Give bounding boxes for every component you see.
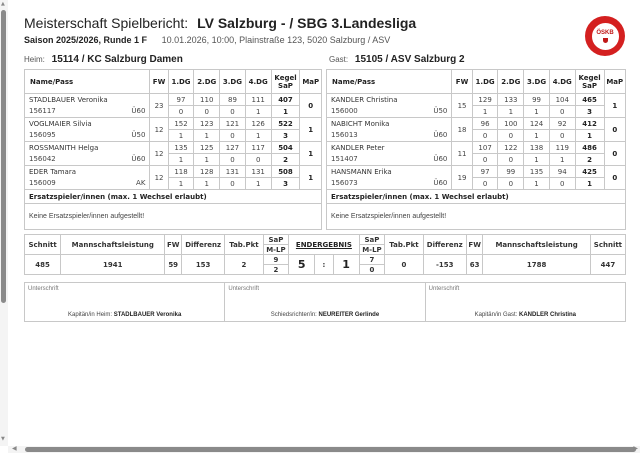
kegel-dg1: 118 [168, 166, 194, 178]
col-dg1: 1.DG [168, 70, 194, 94]
kegel-dg1: 135 [168, 142, 194, 154]
sap-dg4: 0 [549, 130, 575, 142]
table-row [327, 118, 626, 130]
shield-icon [603, 38, 608, 43]
kegel-dg3: 131 [220, 166, 246, 178]
player-name: STADLBAUER Veronika [25, 94, 150, 106]
guest-tabpkt: 0 [385, 255, 423, 275]
col-name-pass: Name/Pass [327, 70, 452, 94]
player-name: VOGLMAIER Silvia [25, 118, 150, 130]
sap-dg3: 0 [220, 154, 246, 166]
table-row [327, 178, 626, 190]
player-pass: 156000 Ü50 [327, 106, 452, 118]
league-name: LV Salzburg - / SBG 3.Landesliga [197, 15, 417, 31]
signer-name: STADLBAUER Veronika [113, 312, 182, 318]
guest-substitutes [326, 189, 626, 230]
player-fw: 15 [452, 94, 472, 118]
sap-dg2: 1 [194, 154, 220, 166]
signature-home-captain: Unterschrift Kapitän/in Heim: STADLBAUER Veronika [25, 283, 225, 321]
match-info [24, 35, 390, 45]
sap-dg1: 1 [168, 178, 194, 190]
kegel-dg2: 128 [194, 166, 220, 178]
title-lead: Meisterschaft Spielbericht: [24, 15, 189, 31]
signature-guest-captain: Unterschrift Kapitän/in Gast: KANDLER Christina [428, 286, 577, 318]
kegel-dg1: 97 [168, 94, 194, 106]
player-class: Ü50 [131, 131, 146, 140]
player-class: Ü60 [131, 155, 146, 164]
table-row [25, 94, 322, 106]
hdr-sap: SaP [359, 235, 385, 245]
sap-total: 3 [575, 106, 604, 118]
sap-dg1: 1 [472, 106, 498, 118]
kegel-total: 522 [271, 118, 300, 130]
kegel-dg3: 124 [524, 118, 550, 130]
kegel-total: 486 [575, 142, 604, 154]
kegel-dg2: 122 [498, 142, 524, 154]
home-label: Heim: [24, 55, 45, 64]
player-map: 1 [300, 142, 322, 166]
guest-score: 1 [333, 255, 359, 275]
scroll-left-arrow-icon[interactable]: ◀ [12, 445, 17, 452]
table-row [327, 106, 626, 118]
home-mlp: 2 [263, 265, 289, 275]
hdr-endergebnis: ENDERGEBNIS [289, 235, 359, 255]
sap-dg2: 1 [194, 178, 220, 190]
player-name: KANDLER Christina [327, 94, 452, 106]
kegel-dg4: 126 [245, 118, 271, 130]
sap-dg2: 0 [498, 130, 524, 142]
vertical-scroll-thumb[interactable] [1, 10, 6, 303]
col-map: MaP [604, 70, 625, 94]
sap-dg2: 1 [194, 130, 220, 142]
col-dg4: 4.DG [549, 70, 575, 94]
col-fw: FW [150, 70, 168, 94]
scroll-right-arrow-icon[interactable]: ▶ [633, 445, 638, 452]
sap-dg4: 1 [245, 106, 271, 118]
table-row [25, 142, 322, 154]
summary-values-row [25, 255, 626, 265]
table-row [25, 166, 322, 178]
player-name: HANSMANN Erika [327, 166, 452, 178]
table-row [25, 106, 322, 118]
summary-header-row [25, 235, 626, 245]
player-name: ROSSMANITH Helga [25, 142, 150, 154]
hdr-differenz: Differenz [423, 235, 466, 255]
player-class: AK [136, 179, 146, 188]
player-class: Ü50 [433, 107, 448, 116]
kegel-dg3: 138 [524, 142, 550, 154]
col-name-pass: Name/Pass [25, 70, 150, 94]
guest-players-table [326, 69, 626, 190]
sap-total: 3 [271, 130, 300, 142]
guest-mannschaft: 1788 [483, 255, 590, 275]
player-fw: 12 [150, 118, 168, 142]
col-kegel-sap: Kegel SaP [575, 70, 604, 94]
player-map: 0 [604, 166, 625, 190]
sap-total: 1 [575, 130, 604, 142]
sap-dg3: 0 [220, 178, 246, 190]
hdr-schnitt: Schnitt [25, 235, 61, 255]
player-pass: 156095 Ü50 [25, 130, 150, 142]
subs-header: Ersatzspieler/innen (max. 1 Wechsel erlaubt) [327, 190, 625, 204]
col-dg2: 2.DG [194, 70, 220, 94]
hdr-tabpkt: Tab.Pkt [385, 235, 423, 255]
kegel-total: 407 [271, 94, 300, 106]
table-row [327, 142, 626, 154]
sap-dg1: 1 [168, 154, 194, 166]
table-row [25, 154, 322, 166]
sap-total: 3 [271, 178, 300, 190]
guest-mlp: 0 [359, 265, 385, 275]
col-dg4: 4.DG [245, 70, 271, 94]
sap-dg3: 1 [524, 106, 550, 118]
signer-name: NEUREITER Gerlinde [318, 312, 380, 318]
page-title [24, 15, 416, 31]
guest-team-name: 15105 / ASV Salzburg 2 [354, 54, 465, 65]
home-substitutes [24, 189, 322, 230]
table-header-row [327, 70, 626, 94]
player-pass: 156013 Ü60 [327, 130, 452, 142]
kegel-dg2: 133 [498, 94, 524, 106]
signature-label: Unterschrift [28, 286, 59, 292]
kegel-dg2: 123 [194, 118, 220, 130]
kegel-dg2: 125 [194, 142, 220, 154]
match-details: 10.01.2026, 10:00, Plainstraße 123, 5020 Salzburg / ASV [161, 35, 391, 45]
sap-dg3: 1 [524, 130, 550, 142]
hdr-fw: FW [466, 235, 483, 255]
guest-label: Gast: [329, 55, 349, 64]
table-row [25, 178, 322, 190]
horizontal-scrollbar[interactable] [8, 446, 640, 453]
col-fw: FW [452, 70, 472, 94]
col-dg3: 3.DG [220, 70, 246, 94]
season-round: Saison 2025/2026, Runde 1 F [24, 35, 148, 45]
guest-sap: 7 [359, 255, 385, 265]
col-dg2: 2.DG [498, 70, 524, 94]
table-row [327, 166, 626, 178]
kegel-total: 508 [271, 166, 300, 178]
player-map: 0 [604, 142, 625, 166]
home-schnitt: 485 [25, 255, 61, 275]
sap-dg4: 0 [549, 106, 575, 118]
sap-dg4: 1 [245, 178, 271, 190]
kegel-dg4: 94 [549, 166, 575, 178]
guest-schnitt: 447 [590, 255, 625, 275]
kegel-dg3: 121 [220, 118, 246, 130]
sap-dg2: 1 [498, 106, 524, 118]
kegel-dg2: 110 [194, 94, 220, 106]
hdr-differenz: Differenz [181, 235, 224, 255]
sap-total: 1 [271, 106, 300, 118]
player-fw: 19 [452, 166, 472, 190]
hdr-tabpkt: Tab.Pkt [225, 235, 263, 255]
player-pass: 151407 Ü60 [327, 154, 452, 166]
guest-team-line [329, 54, 465, 65]
hdr-mlp: M-LP [263, 245, 289, 255]
player-fw: 12 [150, 142, 168, 166]
home-team-name: 15114 / KC Salzburg Damen [51, 54, 183, 65]
col-map: MaP [300, 70, 322, 94]
player-map: 1 [300, 166, 322, 190]
sap-total: 2 [575, 154, 604, 166]
table-row [327, 154, 626, 166]
sap-total: 1 [575, 178, 604, 190]
player-pass: 156117 Ü60 [25, 106, 150, 118]
player-class: Ü60 [131, 107, 146, 116]
kegel-dg1: 107 [472, 142, 498, 154]
subs-text: Keine Ersatzspieler/innen aufgestellt! [331, 213, 447, 220]
col-kegel-sap: Kegel SaP [271, 70, 300, 94]
home-tabpkt: 2 [225, 255, 263, 275]
player-class: Ü60 [433, 179, 448, 188]
hdr-sap: SaP [263, 235, 289, 245]
hdr-mlp: M-LP [359, 245, 385, 255]
kegel-dg3: 99 [524, 94, 550, 106]
scroll-up-arrow-icon[interactable]: ▲ [1, 1, 5, 7]
sap-dg2: 0 [498, 154, 524, 166]
player-pass: 156073 Ü60 [327, 178, 452, 190]
kegel-total: 425 [575, 166, 604, 178]
home-differenz: 153 [181, 255, 224, 275]
hdr-mannschaft: Mannschaftsleistung [483, 235, 590, 255]
kegel-dg1: 97 [472, 166, 498, 178]
player-class: Ü60 [433, 131, 448, 140]
home-fw: 59 [165, 255, 182, 275]
kegel-dg4: 131 [245, 166, 271, 178]
kegel-dg1: 152 [168, 118, 194, 130]
kegel-dg4: 119 [549, 142, 575, 154]
guest-differenz: -153 [423, 255, 466, 275]
home-players-table [24, 69, 322, 190]
home-sap: 9 [263, 255, 289, 265]
sap-dg2: 0 [194, 106, 220, 118]
player-fw: 18 [452, 118, 472, 142]
signatures [24, 282, 626, 322]
guest-fw: 63 [466, 255, 483, 275]
kegel-dg1: 96 [472, 118, 498, 130]
sap-dg4: 0 [245, 154, 271, 166]
table-row [25, 118, 322, 130]
sap-dg2: 0 [498, 178, 524, 190]
oeskb-logo [585, 16, 625, 56]
vertical-scrollbar[interactable] [0, 0, 8, 446]
hdr-mannschaft: Mannschaftsleistung [61, 235, 165, 255]
sap-dg4: 0 [549, 178, 575, 190]
horizontal-scroll-thumb[interactable] [25, 447, 636, 452]
kegel-dg2: 99 [498, 166, 524, 178]
sap-dg1: 0 [472, 130, 498, 142]
table-header-row [25, 70, 322, 94]
player-map: 0 [604, 118, 625, 142]
sap-dg3: 1 [524, 154, 550, 166]
player-map: 1 [604, 94, 625, 118]
kegel-dg3: 135 [524, 166, 550, 178]
kegel-dg1: 129 [472, 94, 498, 106]
kegel-dg4: 117 [245, 142, 271, 154]
score-separator: : [315, 255, 334, 275]
sap-dg1: 0 [472, 154, 498, 166]
kegel-dg3: 89 [220, 94, 246, 106]
player-name: KANDLER Peter [327, 142, 452, 154]
player-pass: 156042 Ü60 [25, 154, 150, 166]
col-dg3: 3.DG [524, 70, 550, 94]
sap-dg3: 0 [220, 130, 246, 142]
player-fw: 11 [452, 142, 472, 166]
player-name: EDER Tamara [25, 166, 150, 178]
kegel-total: 412 [575, 118, 604, 130]
result-summary [24, 234, 626, 275]
home-score: 5 [289, 255, 315, 275]
player-pass: 156009 AK [25, 178, 150, 190]
home-mannschaft: 1941 [61, 255, 165, 275]
signature-referee: Unterschrift Schiedsrichter/in: NEUREITER Gerlinde [225, 283, 425, 321]
table-row [327, 94, 626, 106]
sap-dg1: 0 [168, 106, 194, 118]
subs-header: Ersatzspieler/innen (max. 1 Wechsel erlaubt) [25, 190, 321, 204]
sap-dg3: 0 [220, 106, 246, 118]
kegel-dg4: 111 [245, 94, 271, 106]
sap-total: 2 [271, 154, 300, 166]
kegel-total: 504 [271, 142, 300, 154]
player-map: 1 [300, 118, 322, 142]
hdr-fw: FW [165, 235, 182, 255]
kegel-total: 465 [575, 94, 604, 106]
subs-text: Keine Ersatzspieler/innen aufgestellt! [29, 213, 145, 220]
kegel-dg4: 92 [549, 118, 575, 130]
home-team-line [24, 54, 183, 65]
logo-text: ÖSKB [596, 29, 614, 36]
sap-dg3: 1 [524, 178, 550, 190]
player-name: NABICHT Monika [327, 118, 452, 130]
player-fw: 23 [150, 94, 168, 118]
table-row [25, 130, 322, 142]
player-fw: 12 [150, 166, 168, 190]
kegel-dg4: 104 [549, 94, 575, 106]
signature-label: Unterschrift [428, 286, 460, 292]
sap-dg4: 1 [245, 130, 271, 142]
signature-label: Unterschrift [228, 286, 260, 292]
player-map: 0 [300, 94, 322, 118]
sap-dg1: 1 [168, 130, 194, 142]
signer-name: KANDLER Christina [519, 312, 577, 318]
col-dg1: 1.DG [472, 70, 498, 94]
player-class: Ü60 [433, 155, 448, 164]
sap-dg4: 1 [549, 154, 575, 166]
sap-dg1: 0 [472, 178, 498, 190]
kegel-dg2: 100 [498, 118, 524, 130]
kegel-dg3: 127 [220, 142, 246, 154]
table-row [327, 130, 626, 142]
scroll-down-arrow-icon[interactable]: ▼ [1, 436, 5, 442]
hdr-schnitt: Schnitt [590, 235, 625, 255]
